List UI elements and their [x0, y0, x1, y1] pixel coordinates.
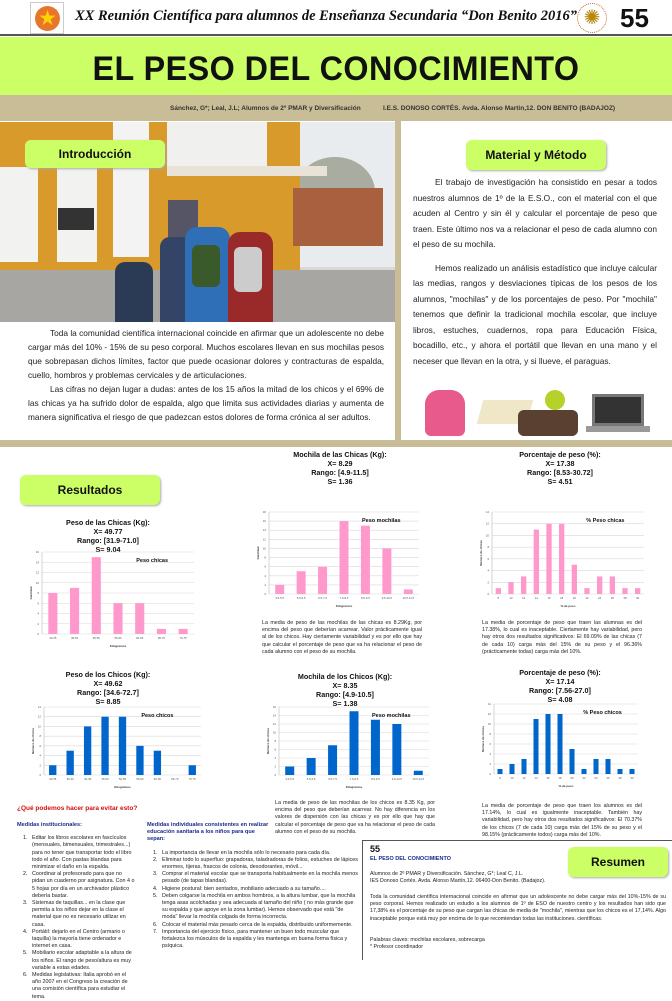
bar	[404, 589, 413, 594]
bar	[189, 765, 196, 775]
bar	[509, 764, 514, 774]
chart-caption: La media de peso de las mochilas de los chicos es 8.35 Kg, por encima del peso que deberían acarrear. No hay diferencia en los valores de dispersión con las chicas y es por ello que hay que calcular el porcentaje de peso que va ha relacionar el peso de cada alumno con el peso de su mochila.	[275, 800, 435, 835]
measure-item: 1. La importancia de llevar en la mochila sólo lo necesario para cada día.	[159, 850, 359, 857]
bar	[635, 588, 640, 594]
results-heading: Resultados	[20, 475, 160, 505]
bar-chart	[265, 703, 433, 791]
method-text	[413, 175, 657, 369]
pencil-case-image	[518, 410, 578, 436]
bar	[521, 759, 526, 774]
chart-stats	[470, 450, 650, 486]
y-tick-label: 2	[489, 762, 491, 766]
x-tick-label: 24	[598, 596, 602, 600]
stats-line: S= 1.36	[327, 477, 353, 486]
stats-line: Rango: [7.56-27.0]	[529, 686, 591, 695]
measure-item: 3. Comprar el material escolar que se transporta habitualmente en la mochila menos pesado (de tapas blandas).	[159, 871, 359, 885]
summary-text: Toda la comunidad científica internacional coincide en afirmar que un adolescente no debe cargar más del 10%-15% de su peso corporal. Hemos realizado un estudio a los alumnos de 1º de ESO de nuestro centro y los resultados han sido que 17,38% es el porcentaje de su peso que cargan las chicas de media de "mochila", mientras que los chicos es el 17,14%. Algo inaceptable porque está muy por encima de lo que recomiendan todas las instituciones. científicas.	[370, 894, 666, 922]
bar	[617, 769, 622, 774]
x-tick-label: 9.5-10.5	[391, 777, 402, 781]
stats-line: Peso de los Chicos (Kg):	[65, 670, 151, 679]
individual-measures	[147, 822, 359, 950]
x-tick-label: 22	[585, 596, 589, 600]
bar-chart	[478, 508, 648, 610]
x-tick-label: 6.5-7.5	[328, 777, 337, 781]
measure-item: 2. Eliminar todo lo superfluo: grapadoras, taladradoras de folios, estuches de lápices enormes, tijeras, frascos de colonia, desodorantes, móvil...	[159, 857, 359, 871]
summary-box	[362, 840, 672, 960]
x-tick-label: 12	[522, 596, 526, 600]
bar	[545, 714, 550, 774]
chart-caption: La media de peso de las mochilas de las chicas es 8.29Kg, por encima del peso que deberían acarrear. Valor prácticamente igual al de los chicos. Hay ciertamente variabilidad y es por ello que hay que calcular el porcentaje de peso que va ha relacionar el peso de cada alumno con el peso de su mochila.	[262, 620, 422, 655]
y-tick-label: 12	[262, 537, 266, 542]
measure-item: 5. Mobiliario escolar adaptable a la altura de los niños. El rango de peso/altura es muy variable a estas edades.	[29, 950, 135, 972]
bar	[285, 767, 294, 776]
stats-line: Rango: [8.53-30.72]	[527, 468, 593, 477]
y-tick-label: 2	[37, 621, 39, 626]
bar	[629, 769, 634, 774]
institutional-measures	[17, 822, 135, 1001]
x-tick-label: 60-65	[153, 777, 161, 781]
y-tick-label: 14	[487, 702, 491, 706]
y-tick-label: 6	[264, 564, 266, 569]
stats-line: Mochila de los Chicos (Kg):	[297, 672, 393, 681]
x-tick-label: 7.5-8.5	[349, 777, 359, 781]
apple-image	[545, 390, 565, 410]
y-axis-label: Número de chicos	[481, 725, 485, 753]
bar	[70, 588, 79, 634]
bar	[610, 576, 615, 594]
measure-item: 4. Higiene postural: bien sentados, mobiliario adecuado a su tamaño....	[159, 886, 359, 893]
x-axis-label: Kilogramos	[345, 785, 363, 789]
stats-line: X= 8.29	[327, 459, 353, 468]
x-tick-label: 14	[534, 776, 538, 780]
laptop-base	[586, 426, 650, 432]
chart-stats	[18, 670, 198, 706]
chart-title: Peso mochilas	[362, 518, 401, 524]
bar	[101, 717, 108, 775]
bar	[569, 749, 574, 774]
bar	[371, 720, 380, 775]
school-photo	[0, 122, 395, 322]
y-tick-label: 10	[262, 546, 266, 551]
intro-heading: Introducción	[25, 140, 165, 168]
stats-line: S= 8.85	[95, 697, 121, 706]
bar	[157, 629, 166, 634]
x-tick-label: 50-55	[92, 636, 100, 640]
y-tick-label: 0	[487, 592, 489, 596]
stats-line: Rango: [4.9-10.5]	[316, 690, 374, 699]
intro-paragraph: Las cifras no dejan lugar a dudas: antes de los 15 años la mitad de los chicos y el 69% de las chicas ya ha sufrido dolor de espalda, algo que limita sus actividades diarias y aumenta de manera significativa el riesgo de que padezcan estos dolores de forma crónica al ser adultos.	[28, 384, 384, 422]
bar	[275, 585, 284, 594]
x-tick-label: 5.5-6.5	[296, 596, 306, 600]
x-axis-label: Kilogramos	[114, 785, 131, 789]
x-tick-label: 18	[560, 596, 564, 600]
bar	[119, 717, 126, 775]
bar	[135, 603, 144, 634]
stats-line: Porcentaje de peso (%):	[519, 668, 601, 677]
stats-line: S= 4.51	[547, 477, 573, 486]
measure-item: 7. Importancia del ejercicio físico, para mantener un buen todo muscular que fortalezca los músculos de la espalda y les mantenga en buena forma física y psíquica.	[159, 929, 359, 951]
bar	[136, 746, 143, 775]
summary-footnote: * Profesor coordinador	[370, 944, 423, 951]
conference-title: XX Reunión Científica para alumnos de Enseñanza Secundaria “Don Benito 2016”	[75, 8, 577, 24]
y-tick-label: 2	[39, 763, 41, 768]
y-tick-label: 0	[274, 773, 276, 777]
x-tick-label: 8.5-9.5	[361, 596, 370, 600]
summary-heading: Resumen	[568, 847, 668, 877]
y-tick-label: 2	[274, 764, 276, 769]
stats-line: S= 4.08	[547, 695, 573, 704]
bar	[533, 719, 538, 774]
bar	[328, 745, 337, 775]
stats-line: Rango: [34.6-72.7]	[77, 688, 139, 697]
bar	[497, 769, 502, 774]
summary-number: 55	[370, 844, 381, 854]
y-tick-label: 4	[487, 568, 489, 573]
x-tick-label: 70-75	[188, 777, 196, 781]
bar-chart	[28, 548, 198, 650]
chart-title: Peso mochilas	[372, 713, 411, 719]
y-tick-label: 12	[487, 712, 491, 716]
chart-stats	[250, 450, 430, 486]
chart-title: % Peso chicas	[586, 518, 625, 524]
authors: Sánchez, G*; Leal, J.L; Alumnos de 2º PMAR y Diversificación	[170, 105, 361, 112]
y-tick-label: 12	[37, 714, 41, 719]
x-tick-label: 10.5-11.5	[412, 777, 425, 781]
y-tick-label: 8	[274, 739, 276, 743]
bar	[559, 524, 564, 594]
y-axis-label: Cantidad	[29, 586, 33, 600]
method-paragraph: Hemos realizado un análisis estadístico que incluye calcular las medias, rangos y desviaciones típicas de los pesos de los alumnos, "mochilas" y de los porcentajes de peso. Por "mochila" tenemos que definir la tradicional mochila escolar, que incluye libros, estuches, cuadernos, ropa para Educación Física, bocadillo, etc., y ahora el portátil que llevan en una mano y el neceser que llevan en la otra, y si llueve, el paraguas.	[413, 262, 657, 366]
x-tick-label: 20	[570, 776, 574, 780]
x-tick-label: 24	[594, 776, 598, 780]
stats-line: X= 49.62	[93, 679, 123, 688]
y-axis-label: Número de chicas	[479, 540, 483, 566]
y-tick-label: 12	[272, 722, 276, 726]
x-tick-label: 14	[534, 596, 538, 600]
y-tick-label: 2	[487, 580, 489, 585]
y-tick-label: 14	[35, 560, 39, 565]
x-tick-label: 16	[547, 596, 551, 600]
institution: I.E.S. DONOSO CORTÉS. Avda. Alonso Martin,12. DON BENITO (BADAJOZ)	[383, 105, 616, 112]
chart-title: Peso chicos	[141, 713, 174, 719]
x-tick-label: 10	[510, 776, 514, 780]
x-tick-label: 55-60	[136, 777, 144, 781]
x-tick-label: 18	[558, 776, 562, 780]
y-tick-label: 0	[39, 773, 41, 777]
measure-item: 3. Sistemas de taquillas... en la clase que permita a los niños dejar en la clase el material que no es necesario utilizar en casa.	[29, 900, 135, 929]
stats-line: Porcentaje de peso (%):	[519, 450, 601, 459]
bar	[572, 565, 577, 594]
bar	[382, 548, 391, 594]
bar	[154, 751, 161, 775]
authors-band	[0, 95, 672, 121]
conference-logo	[30, 2, 64, 34]
stats-line: X= 8.35	[332, 681, 358, 690]
measure-item: 5. Deben colgarse la mochila en ambos hombros, a la altura lumbar, que la mochila tenga asas acolchadas y sea adecuada al tamaño del niño ( no más grande que su espalda y que apoye en la zona lumbar). Hemos observado que está "de moda" llevar la mochila colgada de forma incorrecta.	[159, 893, 359, 922]
x-tick-label: 10.5-11.5	[402, 596, 415, 600]
x-tick-label: 55-60	[114, 636, 122, 640]
x-tick-label: 45-50	[70, 636, 79, 640]
x-tick-label: 60-65	[136, 636, 144, 640]
summary-address: IES Donoso Cortés. Avda. Alonso Martín,12. 06400-Don Benito. (Badajoz).	[370, 878, 546, 885]
method-heading: Material y Método	[466, 140, 606, 170]
x-tick-label: 12	[522, 776, 526, 780]
x-tick-label: 26	[610, 596, 614, 600]
stats-line: Peso de las Chicas (Kg):	[66, 518, 150, 527]
bar	[179, 629, 188, 634]
x-tick-label: 65-70	[157, 636, 166, 640]
x-tick-label: 8.5-9.5	[371, 777, 380, 781]
stats-line: X= 17.14	[545, 677, 575, 686]
x-tick-label: 40-45	[49, 636, 57, 640]
x-tick-label: 45-50	[101, 777, 109, 781]
bar	[67, 751, 74, 775]
bar	[392, 724, 401, 775]
column-divider	[395, 121, 401, 441]
chart-caption: La media de porcentaje de peso que traen los alumnos es del 17.14%, lo cual es igualmente inaceptable. También hay variabilidad, pero hay otros dos resultados significativos: El 70.37% de los chicos (7 de cada 10) carga más del 15% de su peso y el 98.15% (prácticamente todos) carga más del 10%.	[482, 803, 642, 838]
backpack-image	[425, 390, 465, 436]
sun-logo-icon: ✺	[577, 3, 607, 33]
y-tick-label: 16	[262, 519, 266, 524]
y-tick-label: 6	[274, 747, 276, 752]
stats-line: X= 49.77	[93, 527, 123, 536]
x-tick-label: 5.5-6.5	[306, 777, 316, 781]
y-tick-label: 16	[272, 705, 276, 709]
x-axis-label: % de peso	[560, 604, 576, 608]
y-tick-label: 14	[37, 705, 41, 709]
x-tick-label: 22	[582, 776, 586, 780]
stats-line: Rango: [4.9-11.5]	[311, 468, 369, 477]
x-axis-label: Kilogramos	[109, 644, 127, 648]
bar	[361, 526, 370, 594]
x-tick-label: 4.5-5.5	[285, 777, 295, 781]
bar	[521, 576, 526, 594]
y-tick-label: 8	[37, 591, 39, 595]
bar	[581, 769, 586, 774]
y-axis-label: Cantidad	[256, 546, 260, 560]
prevention-question: ¿Qué podemos hacer para evitar esto?	[17, 805, 138, 812]
y-tick-label: 8	[489, 732, 491, 736]
bar-chart	[255, 508, 423, 610]
y-tick-label: 8	[264, 555, 266, 560]
x-tick-label: 4.5-5.5	[275, 596, 285, 600]
bar	[546, 524, 551, 594]
y-tick-label: 0	[37, 632, 39, 636]
y-tick-label: 10	[37, 724, 41, 729]
bar	[307, 758, 316, 775]
x-tick-label: 10	[509, 596, 513, 600]
method-paragraph: El trabajo de investigación ha consistido en pesar a todos nuestros alumnos de 1º de la E.S.O., con el material con el que acuden al Centro y sin él y calcular el porcentaje de peso que traen. Este último nos va a relacionar el peso de cada alumno con el peso de su mochila.	[413, 177, 657, 249]
bar	[414, 771, 423, 775]
x-tick-label: 16	[546, 776, 550, 780]
y-tick-label: 4	[39, 753, 41, 758]
y-tick-label: 12	[35, 570, 39, 575]
bar	[496, 588, 501, 594]
bar-chart	[480, 700, 642, 790]
y-tick-label: 6	[487, 556, 489, 561]
x-tick-label: 28	[623, 596, 627, 600]
bar	[113, 603, 122, 634]
measure-item: 2. Coordinar al profesorado para que no pidan un cuaderno por asignatura. Con 4 o 5 hojas por día en un archivador plástico debería bastar.	[29, 871, 135, 900]
y-tick-label: 6	[37, 601, 39, 606]
y-tick-label: 10	[35, 580, 39, 585]
summary-title: EL PESO DEL CONOCIMIENTO	[370, 856, 451, 862]
bar	[318, 567, 327, 594]
poster-number: 55	[620, 3, 649, 33]
x-tick-label: 28	[618, 776, 622, 780]
stats-line: S= 1.38	[332, 699, 358, 708]
measure-item: 6. Medidas legislativas: Italia aprobó en el año 2007 en el Congreso la creación de una comisión científica para estudiar el tema.	[29, 972, 135, 1001]
x-tick-label: 30-35	[49, 777, 57, 781]
y-tick-label: 0	[489, 772, 491, 776]
y-tick-label: 16	[35, 550, 39, 554]
y-tick-label: 14	[485, 510, 489, 514]
intro-text	[28, 326, 384, 424]
y-tick-label: 8	[39, 734, 41, 739]
poster-title: EL PESO DEL CONOCIMIENTO	[92, 50, 580, 88]
x-tick-label: 9.5-10.5	[381, 596, 392, 600]
bar	[593, 759, 598, 774]
section-divider	[0, 440, 672, 447]
x-tick-label: 8	[499, 776, 501, 780]
y-tick-label: 4	[489, 752, 491, 756]
individual-heading: Medidas individuales consistentes en realizar educación sanitaria a los niños para que sepan:	[147, 822, 269, 843]
x-tick-label: 26	[606, 776, 610, 780]
x-tick-label: 30	[630, 776, 634, 780]
stats-line: X= 17.38	[545, 459, 575, 468]
y-axis-label: Número de chicos	[266, 727, 270, 755]
x-tick-label: 6.5-7.5	[318, 596, 327, 600]
intro-paragraph: Toda la comunidad científica internacional coincide en afirmar que un adolescente no debe cargar más del 10% - 15% de su peso corporal. Muchos escolares llevan en sus mochilas pesos que sobrepasan dichos límites, factor que puede ocasionar dolores y contracturas de espalda, cuello, hombros y problemas cervicales y de articulaciones.	[28, 328, 384, 380]
summary-footer	[370, 937, 660, 951]
bar	[297, 571, 306, 594]
stats-line: S= 9.04	[95, 545, 121, 554]
y-axis-label: Número de chicos	[31, 727, 35, 755]
y-tick-label: 0	[264, 592, 266, 596]
bar	[48, 593, 57, 634]
measure-item: 4. Portátil: dejarlo en el Centro (armario o taquilla) la mayoría tiene ordenador e internet en casa.	[29, 929, 135, 951]
x-tick-label: 50-55	[118, 777, 127, 781]
star-icon: ★	[38, 7, 57, 30]
bar	[597, 576, 602, 594]
y-tick-label: 2	[264, 582, 266, 587]
bar	[340, 521, 349, 594]
y-tick-label: 18	[262, 510, 266, 514]
stats-line: Rango: [31.9-71.0]	[77, 536, 139, 545]
bar	[605, 759, 610, 774]
x-tick-label: 40-45	[84, 777, 92, 781]
summary-keywords: Palabras claves: mochilas escolares, sobrecarga	[370, 937, 485, 943]
bar	[584, 588, 589, 594]
x-tick-label: 8	[497, 596, 500, 600]
bar	[534, 530, 539, 594]
y-tick-label: 6	[489, 742, 491, 746]
y-tick-label: 6	[39, 743, 41, 748]
y-tick-label: 10	[485, 533, 489, 538]
chart-stats	[470, 668, 650, 704]
bar	[508, 582, 513, 594]
x-tick-label: 35-40	[66, 777, 74, 781]
stats-line: Mochila de las Chicas (Kg):	[293, 450, 387, 459]
laptop-image	[592, 394, 644, 426]
x-axis-label: Kilogramos	[335, 604, 353, 608]
summary-authors-block	[370, 871, 560, 885]
x-tick-label: 30	[636, 596, 640, 600]
x-tick-label: 70-75	[179, 636, 187, 640]
summary-authors: Alumnos de 2º PMAR y Diversificación. Sánchez, G*; Leal C, J.L.	[370, 871, 524, 877]
bar	[350, 711, 359, 775]
y-tick-label: 14	[262, 528, 266, 533]
chart-caption: La media de porcentaje de peso que traen las alumnas es del 17.38%, lo cual es inaceptable. Ciertamente hay variabilidad, pero hay otros dos resultados significativos: El 69.09% de las chicas (7 de cada 10) carga más del 15% de su peso y el 96.36% (prácticamente todas) carga más del 10%.	[482, 620, 642, 655]
measure-item: 1. Editar los libros escolares en fascículos (mensuales, bimensuales, trimestrales...) para no tener que transportar todo el libro todo el año. Con pastas blandas para minimizar el daño en la espalda.	[29, 835, 135, 871]
bar-chart	[30, 703, 205, 791]
bar	[557, 714, 562, 774]
bar	[49, 765, 56, 775]
chart-title: % Peso chicos	[583, 710, 622, 716]
x-tick-label: 20	[572, 596, 576, 600]
x-axis-label: % de peso	[558, 784, 574, 788]
chart-title: Peso chicas	[136, 558, 169, 564]
y-tick-label: 10	[272, 730, 276, 735]
institutional-heading: Medidas institucionales:	[17, 822, 82, 828]
y-tick-label: 12	[485, 521, 489, 526]
x-tick-label: 65-70	[171, 777, 179, 781]
y-tick-label: 10	[487, 722, 491, 726]
y-tick-label: 4	[264, 573, 266, 578]
x-tick-label: 7.5-8.5	[339, 596, 349, 600]
y-tick-label: 4	[274, 756, 276, 760]
measure-item: 6. Colocar el material más pesado cerca de la espalda, distribuido uniformemente.	[159, 922, 359, 929]
bar	[84, 726, 91, 775]
bar	[92, 557, 101, 634]
y-tick-label: 14	[272, 713, 276, 718]
y-tick-label: 8	[487, 545, 489, 550]
y-tick-label: 4	[37, 611, 39, 616]
bar	[622, 588, 627, 594]
